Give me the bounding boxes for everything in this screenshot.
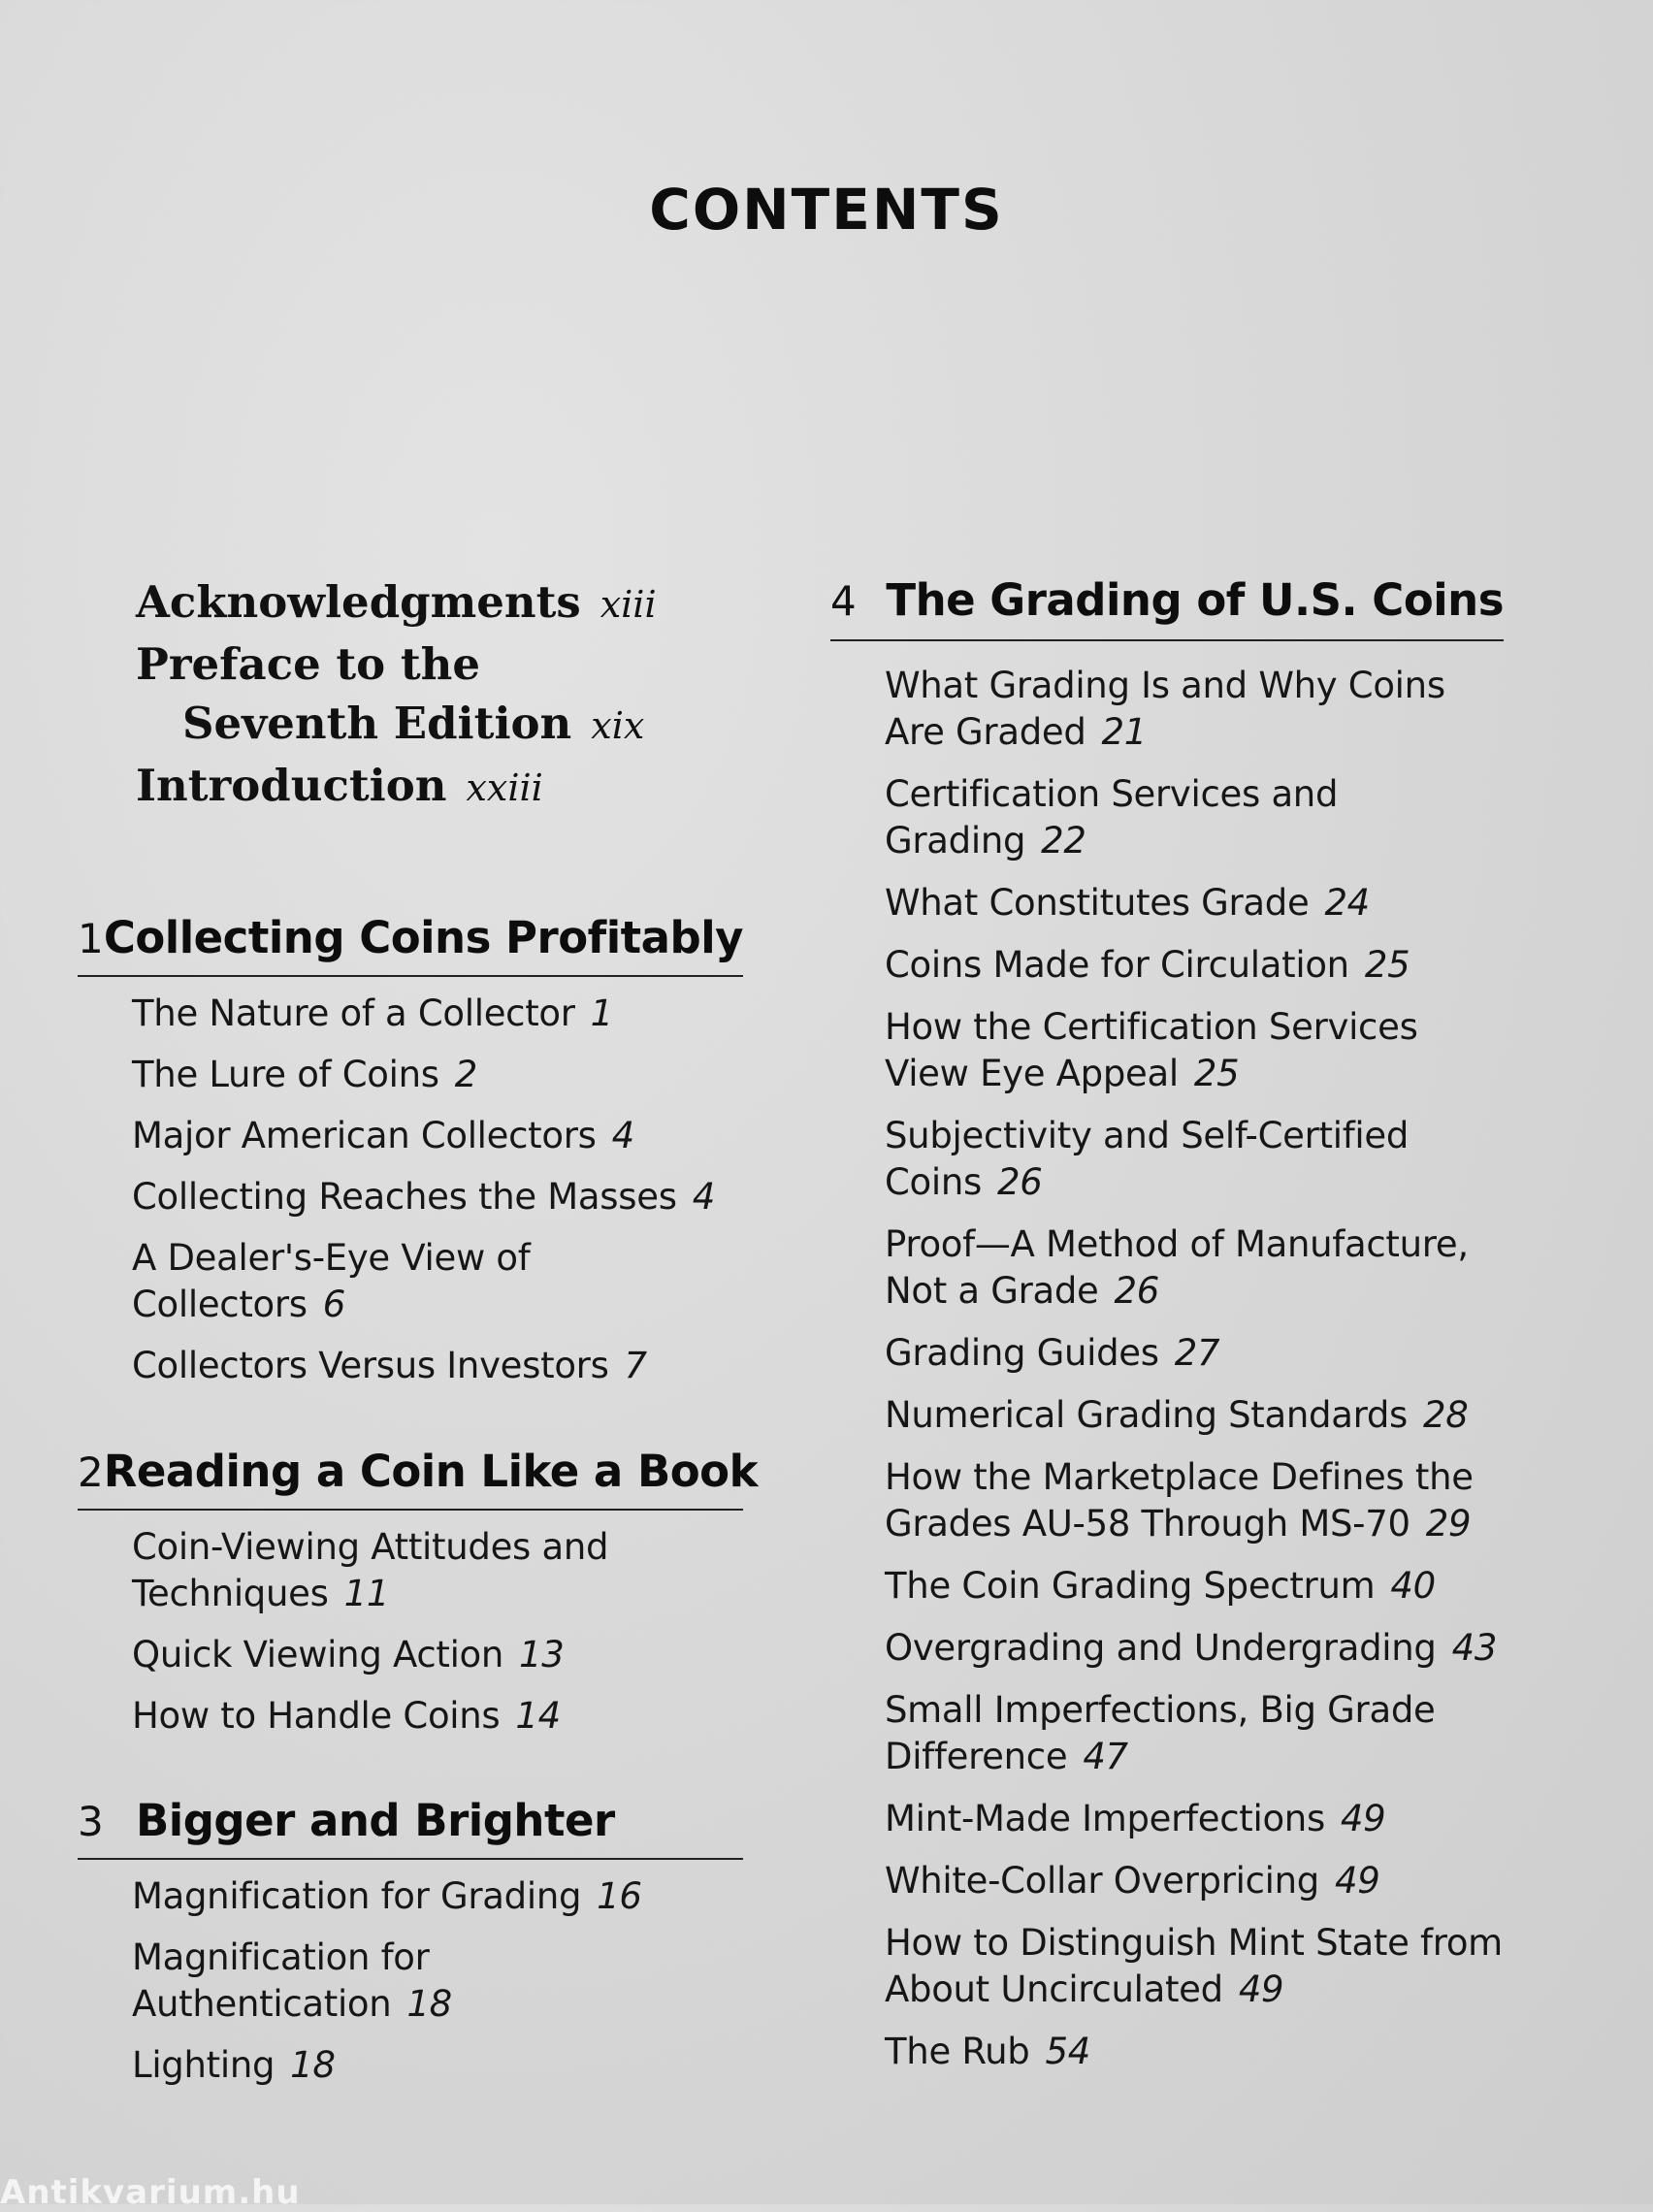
- toc-entry-page: 18: [406, 1983, 452, 2025]
- chapter-heading: [78, 1446, 759, 1511]
- chapter-heading: [78, 912, 743, 977]
- toc-entry: [885, 1625, 1504, 1672]
- toc-entry-page: 1: [590, 992, 613, 1034]
- toc-entry: [132, 1113, 743, 1159]
- chapter-number: 2: [78, 1448, 104, 1496]
- chapter-title: Collecting Coins Profitably: [103, 912, 743, 963]
- chapter-heading: [78, 1795, 743, 1860]
- chapter-number: 1: [78, 915, 104, 962]
- toc-entry: [885, 1454, 1504, 1547]
- toc-entry: [885, 1687, 1504, 1780]
- toc-entry: [132, 2042, 743, 2089]
- toc-entry-page: 21: [1101, 711, 1148, 753]
- toc-entry-page: 22: [1041, 820, 1086, 862]
- toc-entry-label: White-Collar Overpricing: [885, 1860, 1319, 1902]
- toc-entry-label: Proof—A Method of Manufacture, Not a Grade: [885, 1223, 1469, 1312]
- toc-entry-page: 7: [624, 1345, 647, 1386]
- chapter-number: 4: [830, 577, 857, 625]
- toc-entry-label: The Nature of a Collector: [132, 992, 575, 1034]
- toc-entry-label: How the Marketplace Defines the Grades AU-58 Through MS-70: [885, 1456, 1474, 1545]
- toc-entry: [885, 880, 1504, 927]
- front-matter-label: Preface to the: [136, 638, 480, 690]
- toc-entry: [885, 1221, 1504, 1315]
- toc-entry-label: Subjectivity and Self-Certified Coins: [885, 1115, 1410, 1203]
- toc-entry-label: Coins Made for Circulation: [885, 944, 1349, 986]
- toc-entry-label: Small Imperfections, Big Grade Difference: [885, 1689, 1436, 1777]
- toc-entry: [885, 1392, 1504, 1439]
- toc-entry-page: 11: [343, 1573, 390, 1614]
- chapter-entries: [78, 977, 743, 1389]
- front-matter-label: Acknowledgments: [136, 576, 581, 628]
- toc-entry-label: How the Certification Services View Eye Appeal: [885, 1006, 1418, 1094]
- toc-entry: [885, 1858, 1504, 1904]
- toc-entry-page: 4: [611, 1115, 634, 1156]
- toc-entry: [885, 1920, 1504, 2013]
- toc-entry-label: The Lure of Coins: [132, 1054, 439, 1095]
- toc-entry-page: 43: [1451, 1627, 1498, 1669]
- front-matter-item: [136, 756, 657, 818]
- toc-entry-page: 49: [1340, 1798, 1386, 1839]
- toc-entry-label: Certification Services and Grading: [885, 773, 1339, 862]
- toc-entry: [885, 942, 1504, 989]
- front-matter-page: xxiii: [466, 766, 543, 809]
- toc-entry-page: 25: [1364, 944, 1410, 986]
- chapter-4: [830, 574, 1504, 2091]
- front-matter-label: Introduction: [136, 760, 447, 811]
- front-matter-page: xiii: [600, 583, 657, 626]
- toc-entry-page: 2: [454, 1054, 477, 1095]
- toc-entry-label: Major American Collectors: [132, 1115, 597, 1156]
- toc-entry-page: 47: [1083, 1736, 1128, 1777]
- chapter-3: [78, 1795, 743, 2103]
- toc-entry: [885, 1113, 1504, 1206]
- toc-entry: [132, 991, 743, 1037]
- chapter-1: [78, 912, 743, 1404]
- toc-entry: [885, 1004, 1504, 1097]
- toc-entry-label: Numerical Grading Standards: [885, 1394, 1409, 1436]
- toc-entry-label: Quick Viewing Action: [132, 1634, 504, 1675]
- front-matter-item: [136, 634, 657, 694]
- toc-entry: [132, 1873, 743, 1920]
- toc-entry: [132, 1052, 743, 1098]
- toc-entry: [885, 663, 1504, 756]
- toc-entry: [132, 1632, 743, 1678]
- toc-entry: [132, 1524, 743, 1617]
- front-matter: [136, 572, 657, 818]
- chapter-entries: [78, 1860, 743, 2089]
- toc-entry-page: 29: [1425, 1503, 1472, 1545]
- toc-entry-page: 49: [1238, 1968, 1284, 2010]
- chapter-entries: [78, 1511, 743, 1740]
- toc-entry-label: Collectors Versus Investors: [132, 1345, 609, 1386]
- toc-entry-label: Magnification for Grading: [132, 1875, 582, 1917]
- front-matter-page: xix: [591, 704, 645, 747]
- toc-entry-label: Lighting: [132, 2044, 276, 2086]
- toc-entry: [132, 1935, 743, 2028]
- toc-entry: [885, 2029, 1504, 2075]
- toc-entry: [885, 1563, 1504, 1610]
- toc-entry-page: 26: [1114, 1270, 1160, 1312]
- chapter-title: The Grading of U.S. Coins: [886, 574, 1504, 626]
- toc-entry-label: Overgrading and Undergrading: [885, 1627, 1437, 1669]
- chapter-2: [78, 1446, 759, 1754]
- toc-entry: [885, 771, 1504, 864]
- chapter-heading: [830, 574, 1504, 641]
- toc-entry-label: What Grading Is and Why Coins Are Graded: [885, 665, 1445, 753]
- toc-entry-page: 49: [1334, 1860, 1380, 1902]
- chapter-number: 3: [78, 1798, 104, 1845]
- toc-entry-label: Magnification for Authentication: [132, 1936, 430, 2025]
- toc-entry: [132, 1693, 743, 1740]
- chapter-title: Reading a Coin Like a Book: [103, 1446, 759, 1497]
- toc-entry-page: 28: [1423, 1394, 1469, 1436]
- toc-entry-page: 27: [1174, 1332, 1220, 1374]
- toc-entry-label: A Dealer's-Eye View of Collectors: [132, 1237, 531, 1325]
- front-matter-label: Seventh Edition: [182, 698, 572, 749]
- front-matter-item: [136, 694, 657, 756]
- toc-entry-label: How to Distinguish Mint State from About Uncirculated: [885, 1922, 1503, 2010]
- toc-entry-label: Coin-Viewing Attitudes and Techniques: [132, 1526, 609, 1614]
- toc-entry-page: 13: [519, 1634, 565, 1675]
- toc-entry-page: 18: [290, 2044, 336, 2086]
- toc-entry-page: 4: [692, 1176, 715, 1218]
- toc-entry: [885, 1796, 1504, 1842]
- toc-entry-page: 25: [1193, 1053, 1240, 1094]
- toc-entry: [885, 1330, 1504, 1377]
- chapter-title: Bigger and Brighter: [136, 1795, 615, 1846]
- toc-entry-label: The Coin Grading Spectrum: [885, 1565, 1376, 1607]
- front-matter-item: [136, 572, 657, 634]
- toc-entry-page: 16: [597, 1875, 642, 1917]
- toc-entry-label: Grading Guides: [885, 1332, 1159, 1374]
- toc-entry-label: Collecting Reaches the Masses: [132, 1176, 677, 1218]
- watermark: Antikvarium.hu: [0, 2173, 301, 2212]
- chapter-entries: [830, 641, 1504, 2075]
- toc-entry: [132, 1235, 743, 1328]
- toc-entry: [132, 1174, 743, 1220]
- toc-entry-page: 14: [515, 1695, 561, 1737]
- page-title: CONTENTS: [649, 177, 1004, 243]
- toc-entry-page: 24: [1324, 882, 1370, 924]
- toc-entry: [132, 1343, 743, 1389]
- toc-entry-label: Mint-Made Imperfections: [885, 1798, 1325, 1839]
- toc-entry-page: 6: [322, 1284, 346, 1325]
- toc-entry-page: 54: [1045, 2031, 1090, 2072]
- toc-entry-label: What Constitutes Grade: [885, 882, 1310, 924]
- toc-entry-page: 40: [1390, 1565, 1436, 1607]
- toc-entry-label: The Rub: [885, 2031, 1030, 2072]
- toc-entry-label: How to Handle Coins: [132, 1695, 501, 1737]
- toc-entry-page: 26: [996, 1161, 1043, 1203]
